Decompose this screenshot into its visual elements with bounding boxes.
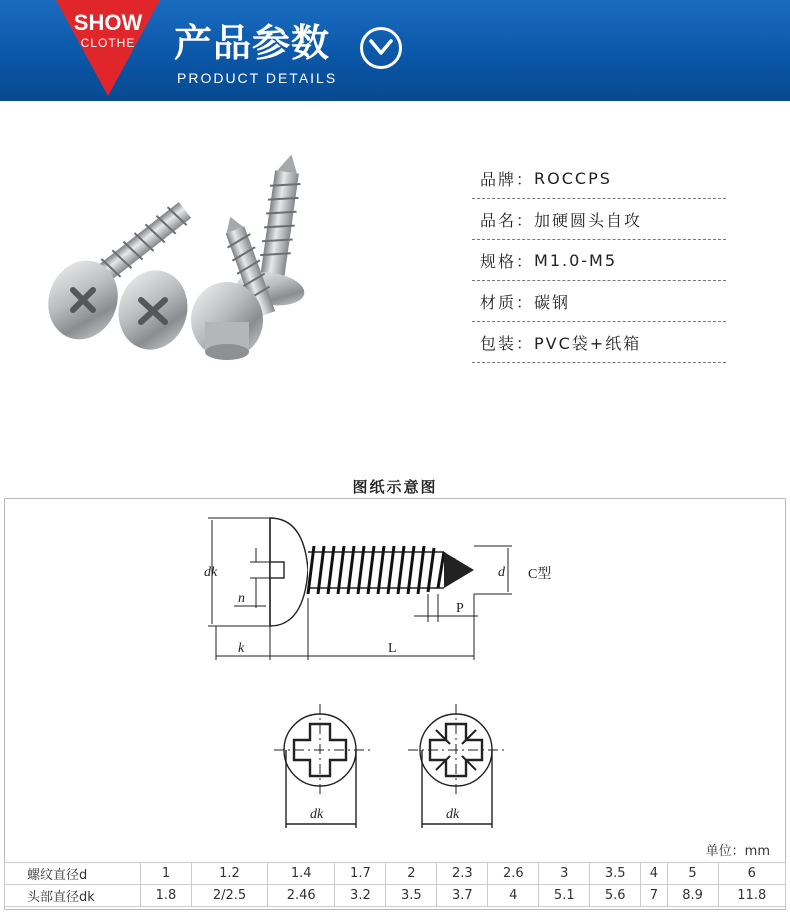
table-cell: 8.9 (667, 885, 718, 907)
detail-row-brand (472, 158, 726, 199)
table-cell: 3.5 (386, 885, 437, 907)
spec-table (4, 862, 786, 907)
table-cell: 1.2 (191, 863, 267, 885)
page-subtitle: PRODUCT DETAILS (177, 70, 338, 86)
table-row-head-diameter (5, 885, 786, 907)
detail-label: 品牌： (480, 169, 535, 189)
head-top-view-phillips (274, 704, 374, 828)
detail-label: 包装： (480, 333, 535, 353)
table-cell: 3.7 (437, 885, 488, 907)
detail-row-name (472, 199, 726, 240)
badge-top-text: SHOW (73, 10, 143, 35)
dim-label-l: L (388, 641, 397, 656)
table-cell: 5 (667, 863, 718, 885)
detail-value: M1.0-M5 (534, 250, 618, 270)
table-cell: 7 (641, 885, 667, 907)
detail-value: ROCCPS (534, 168, 612, 188)
table-cell: 5.6 (590, 885, 641, 907)
table-cell: 4 (641, 863, 667, 885)
table-cell: 2 (386, 863, 437, 885)
table-cell: 1.8 (141, 885, 192, 907)
table-cell: 2.46 (268, 885, 335, 907)
detail-row-material (472, 281, 726, 322)
detail-label: 品名： (480, 210, 535, 230)
dim-label-k: k (238, 641, 245, 656)
detail-row-packaging (472, 322, 726, 363)
table-row-thread-diameter (5, 863, 786, 885)
header-banner (0, 0, 790, 101)
dim-label-d: d (498, 565, 505, 580)
detail-label: 材质： (480, 292, 535, 312)
table-cell: 1 (141, 863, 192, 885)
table-cell: 3.5 (590, 863, 641, 885)
table-cell: 6 (718, 863, 785, 885)
table-cell: 4 (488, 885, 539, 907)
dim-label-type: C型 (528, 567, 552, 582)
dim-label-p: P (456, 601, 464, 616)
dim-label-dk-left: dk (310, 807, 324, 822)
table-cell: 1.7 (335, 863, 386, 885)
badge-bottom-text: CLOTHE (80, 36, 136, 50)
unit-label: 单位：mm (705, 844, 770, 859)
product-details-list (472, 158, 726, 363)
page-title: 产品参数 (174, 21, 331, 65)
dim-label-dk: dk (204, 565, 218, 580)
drawing-title: 图纸示意图 (352, 478, 438, 496)
detail-label: 规格： (480, 251, 535, 271)
dim-label-dk-right: dk (446, 807, 460, 822)
detail-value: PVC袋+纸箱 (534, 333, 642, 353)
detail-value: 加硬圆头自攻 (534, 210, 643, 230)
table-cell: 2/2.5 (191, 885, 267, 907)
table-cell: 3 (539, 863, 590, 885)
table-cell: 5.1 (539, 885, 590, 907)
chevron-down-circle-icon (360, 27, 402, 69)
technical-drawing (4, 498, 786, 838)
table-cell: 1.4 (268, 863, 335, 885)
dim-label-n: n (238, 591, 245, 606)
table-cell: 2.6 (488, 863, 539, 885)
row-header: 头部直径dk (5, 885, 141, 907)
row-header: 螺纹直径d (5, 863, 141, 885)
product-photo (35, 150, 355, 390)
table-cell: 2.3 (437, 863, 488, 885)
table-cell: 11.8 (718, 885, 785, 907)
table-cell: 3.2 (335, 885, 386, 907)
detail-value: 碳钢 (534, 292, 571, 312)
detail-row-spec (472, 240, 726, 281)
